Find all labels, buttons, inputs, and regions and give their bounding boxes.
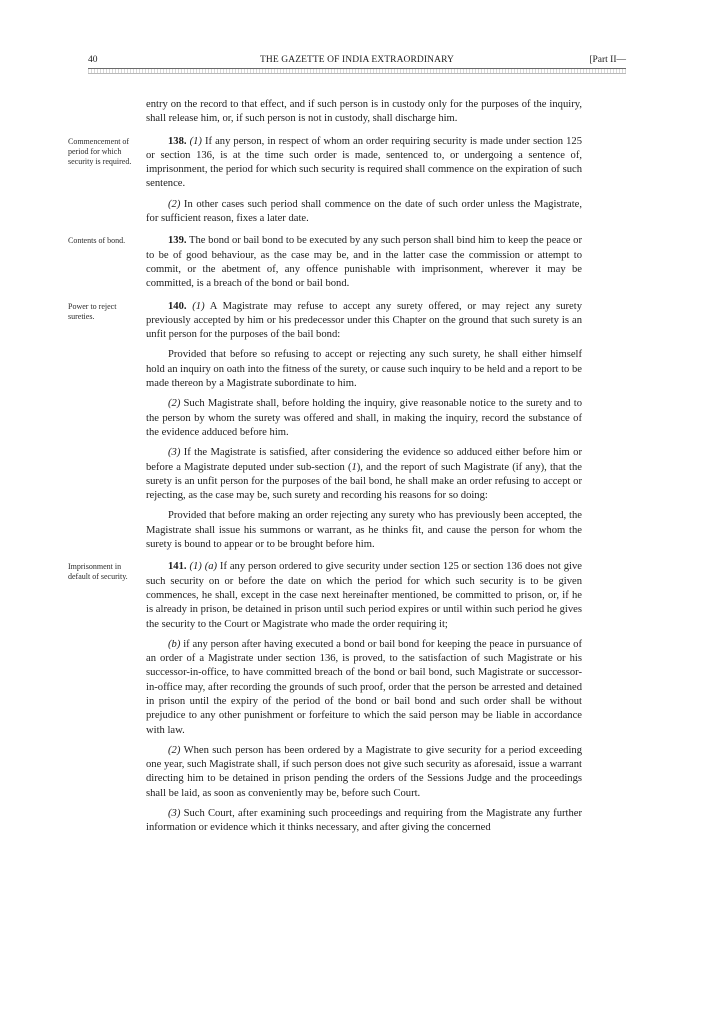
subsection-marker: (2) bbox=[168, 198, 181, 210]
paragraph-text: If any person ordered to give security under section 125 or section 136 does not give such security on or before the date on which the period for which such security is to be given commences, he shall, except in the case next hereinafter mentioned, be committed to prison, or, if he is already in prison, be detained in prison until such period expires or until within such period he gives the security to the Court or Magistrate who made the order requiring it; bbox=[146, 561, 582, 630]
section-140-proviso-2: Provided that before making an order rejecting any surety who has previously been accepted, the Magistrate shall issue his summons or warrant, as he thinks fit, and cause the person for whom the surety is bound to appear or to be brought before him. bbox=[146, 510, 582, 551]
section-138-para-2 bbox=[146, 198, 582, 227]
section-139-para-1 bbox=[146, 234, 582, 291]
section-140 bbox=[68, 300, 582, 553]
section-141-para-1b bbox=[146, 638, 582, 738]
section-141 bbox=[68, 560, 582, 835]
paragraph-text: Such Court, after examining such proceedings and requiring from the Magistrate any further information or evidence which it thinks necessary, and after giving the concerned bbox=[146, 808, 582, 834]
clause-marker: (b) bbox=[168, 638, 181, 650]
margin-note-141: Imprisonment in default of security. bbox=[68, 562, 128, 582]
gazette-title: THE GAZETTE OF INDIA EXTRAORDINARY bbox=[260, 55, 454, 65]
subsection-marker: (3) bbox=[168, 447, 181, 459]
section-140-proviso-1: Provided that before so refusing to accept or rejecting any such surety, he shall either himself hold an inquiry on oath into the fitness of the surety, or cause such inquiry to be held and a report to be made thereon by a Magistrate subordinate to him. bbox=[146, 349, 582, 390]
section-138 bbox=[68, 135, 583, 227]
section-number: 139. bbox=[168, 235, 187, 247]
header-rule bbox=[88, 68, 626, 74]
subsection-marker: (2) bbox=[168, 398, 181, 410]
section-141-para-1a bbox=[146, 560, 582, 631]
paragraph-text: When such person has been ordered by a Magistrate to give security for a period exceeding one year, such Magistrate shall, if such person does not give such security as aforesaid, issue a warrant directing him to be detained in prison pending the orders of the Sessions Judge and the proceedings shall be laid, as soon as conveniently may be, before such Court. bbox=[146, 744, 582, 799]
page-number: 40 bbox=[88, 55, 98, 65]
paragraph-text: If any person, in respect of whom an order requiring security is made under section 125 or section 136, is at the time such order is made, sentenced to, or undergoing a sentence of, imprisonment, the period for which such security is required shall commence on the expiration of such sentence. bbox=[146, 135, 583, 190]
paragraph-text: In other cases such period shall commence on the date of such order unless the Magistrate, for sufficient reason, fixes a later date. bbox=[146, 198, 582, 225]
paragraph-text: The bond or bail bond to be executed by any such person shall bind him to keep the peace or to be of good behaviour, as the case may be, and in the latter case the commission or attempt to commit, or the abetment of, any offence punishable with imprisonment, wherever it may be committed, is a breach of the bond or bail bond. bbox=[146, 235, 582, 290]
subsection-marker: (1) bbox=[192, 300, 205, 312]
paragraph-text: if any person after having executed a bond or bail bond for keeping the peace in pursuance of an order of a Magistrate under section 136, is proved, to the satisfaction of such Magistrate or his successor-in-office, to have committed breach of the bond or bail bond, such Magistrate or successor-in-office may, after recording the grounds of such proof, order that the person be arrested and detained in prison until the expiry of the period of the bond or bail bond and such order shall be without prejudice to any other punishment or forfeiture to which the said person may be liable in accordance with law. bbox=[146, 638, 582, 736]
paragraph-text: If the Magistrate is satisfied, after considering the evidence so adduced either before him or before a Magistrate deputed under sub-section ( bbox=[146, 447, 582, 473]
section-number: 141. bbox=[168, 561, 187, 573]
section-number: 138. bbox=[168, 135, 187, 147]
margin-note-139: Contents of bond. bbox=[68, 236, 126, 246]
margin-note-138: Commencement of period for which security is required. bbox=[68, 136, 132, 166]
section-140-para-2 bbox=[146, 397, 582, 440]
section-140-para-3 bbox=[146, 446, 582, 503]
part-label: [Part II— bbox=[589, 55, 626, 65]
margin-note-140: Power to reject sureties. bbox=[68, 301, 117, 321]
subsection-marker: (1) bbox=[189, 135, 202, 147]
section-141-para-3 bbox=[146, 807, 582, 836]
section-number: 140. bbox=[168, 300, 187, 312]
paragraph-text: Such Magistrate shall, before holding the inquiry, give reasonable notice to the surety and to the person by whom the surety was offered and shall, in making the inquiry, record the substance of the evidence adduced before him. bbox=[146, 398, 582, 438]
subsection-marker: (2) bbox=[168, 744, 181, 756]
paragraph-text: A Magistrate may refuse to accept any surety offered, or may reject any surety previously accepted by him or his predecessor under this Chapter on the ground that such surety is an unfit person for the purposes of the bail bond: bbox=[146, 300, 582, 341]
continuation-paragraph: entry on the record to that effect, and if such person is in custody only for the purposes of the inquiry, shall release him, or, if such person is not in custody, shall discharge him. bbox=[146, 99, 582, 125]
section-140-para-1 bbox=[146, 300, 582, 343]
section-138-para-1 bbox=[146, 135, 582, 192]
paragraph-text: ), and the report of such Magistrate (if any), that the surety is an unfit person for the purposes of the bail bond, he shall make an order refusing to accept or rejecting, as the case may be, such surety and recording his reasons for so doing: bbox=[146, 461, 582, 502]
subsection-marker: (3) bbox=[168, 808, 181, 820]
subsection-reference: 1 bbox=[351, 461, 357, 473]
section-139 bbox=[68, 234, 582, 291]
section-141-para-2 bbox=[146, 744, 582, 801]
page-header bbox=[88, 55, 626, 69]
clause-marker: (a) bbox=[204, 561, 218, 573]
document-body bbox=[68, 98, 583, 836]
subsection-marker: (1) bbox=[189, 561, 202, 573]
